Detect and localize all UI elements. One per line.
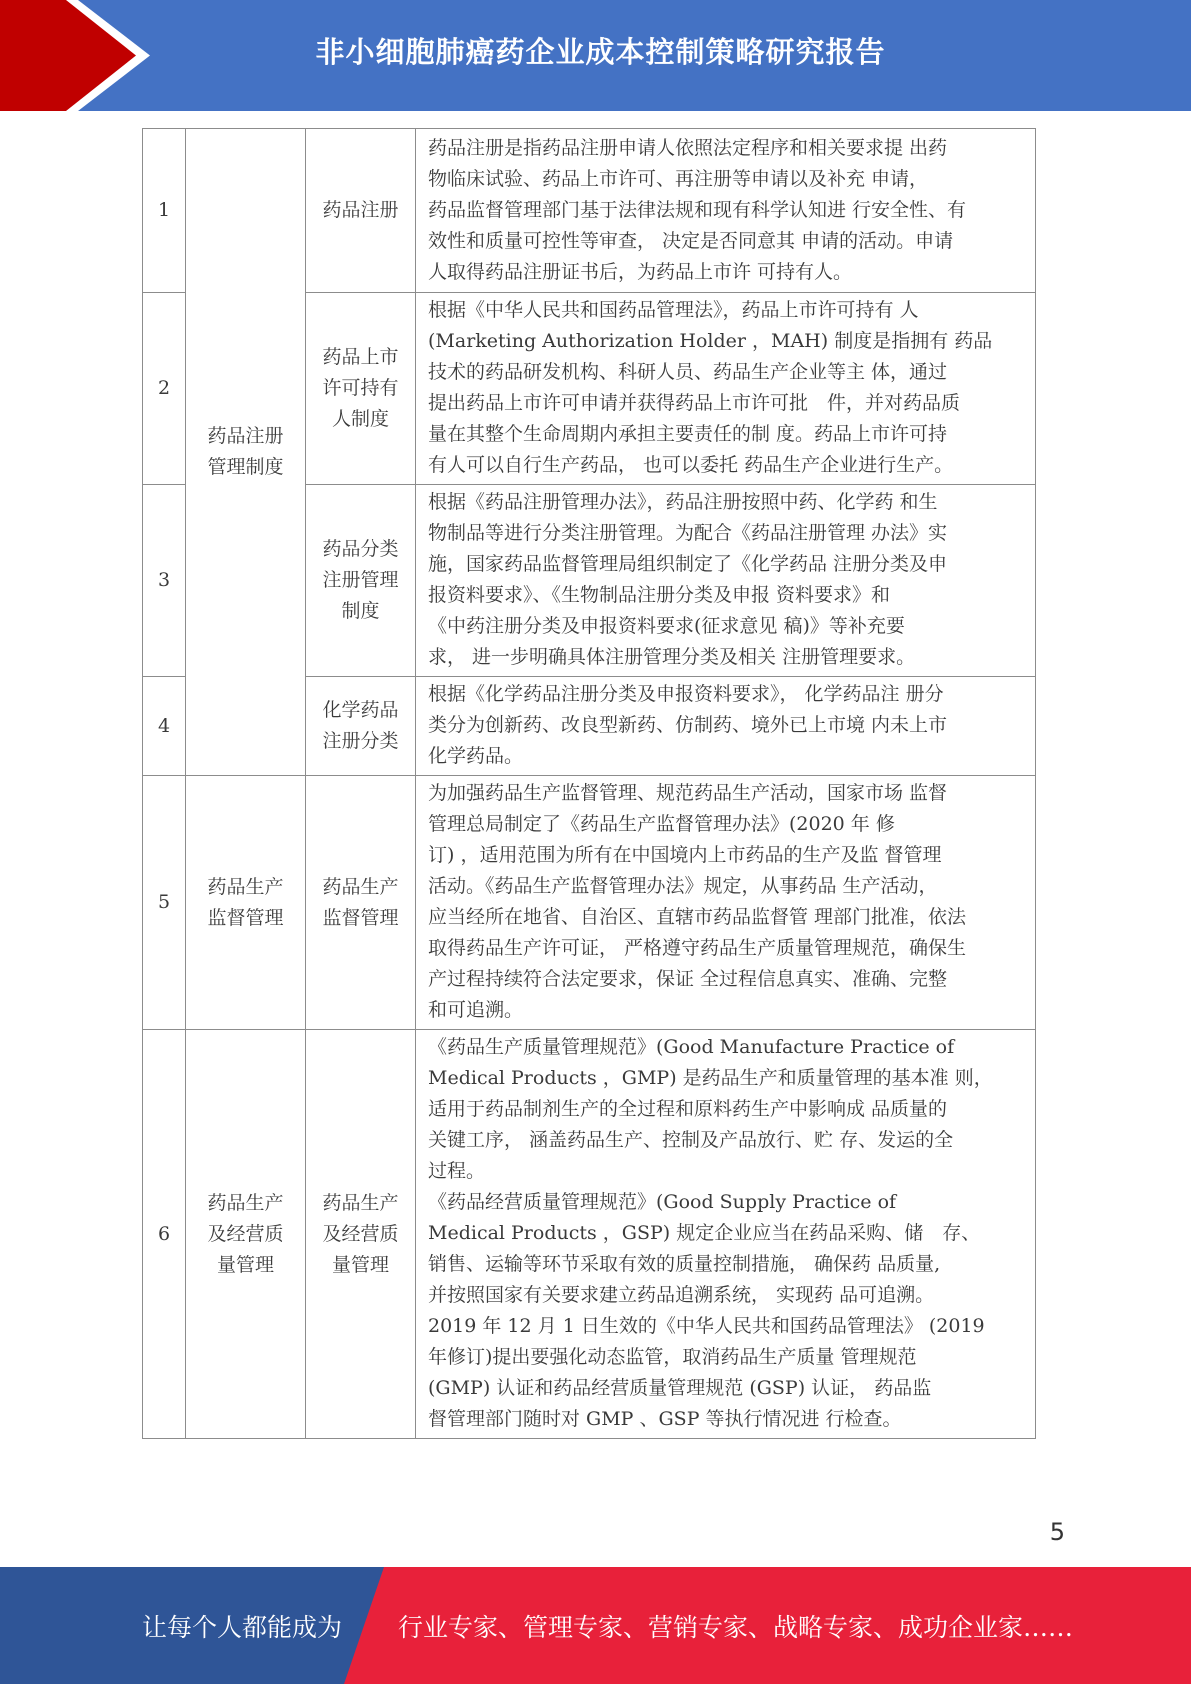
row-index: 4 bbox=[143, 677, 186, 776]
policy-table bbox=[142, 128, 1036, 1439]
page-number: 5 bbox=[1049, 1518, 1065, 1546]
table-row bbox=[143, 1030, 1036, 1439]
description-paragraph: 《药品经营质量管理规范》(Good Supply Practice of Medical Products ，GSP) 规定企业应当在药品采购、储 存、 销售、运输等环节采取有效的质量控制措施， 确保药 品质量, 并按照国家有关要求建立药品追溯系统， 实现药 品可追溯。 bbox=[428, 1191, 981, 1306]
description-paragraph: 根据《化学药品注册分类及申报资料要求》， 化学药品注 册分 类分为创新药、改良型新药、仿制药、境外已上市境 内未上市 化学药品。 bbox=[428, 683, 948, 767]
category-cell: 药品注册 管理制度 bbox=[186, 129, 306, 776]
table-row bbox=[143, 776, 1036, 1030]
description-cell bbox=[416, 1030, 1036, 1439]
row-index: 1 bbox=[143, 129, 186, 293]
subcategory-cell: 化学药品 注册分类 bbox=[306, 677, 416, 776]
description-paragraph: 根据《药品注册管理办法》，药品注册按照中药、化学药 和生 物制品等进行分类注册管理。为配合《药品注册管理 办法》实 施，国家药品监督管理局组织制定了《化学药品 注册分类及申 报资料要求》、《生物制品注册分类及申报 资料要求》和 《中药注册分类及申报资料要求(征求意见 稿)》等补充要 求， 进一步明确具体注册管理分类及相关 注册管理要求。 bbox=[428, 491, 948, 668]
description-cell bbox=[416, 129, 1036, 293]
row-index: 3 bbox=[143, 485, 186, 677]
row-index: 5 bbox=[143, 776, 186, 1030]
subcategory-cell: 药品生产 监督管理 bbox=[306, 776, 416, 1030]
row-index: 6 bbox=[143, 1030, 186, 1439]
table-row bbox=[143, 129, 1036, 293]
description-cell bbox=[416, 776, 1036, 1030]
subcategory-cell: 药品生产 及经营质 量管理 bbox=[306, 1030, 416, 1439]
footer-slogan-right: 行业专家、管理专家、营销专家、战略专家、成功企业家…… bbox=[398, 1612, 1074, 1642]
footer-slogan-left: 让每个人都能成为 bbox=[142, 1612, 343, 1642]
category-cell: 药品生产 监督管理 bbox=[186, 776, 306, 1030]
description-cell bbox=[416, 293, 1036, 485]
description-paragraph: 根据《中华人民共和国药品管理法》，药品上市许可持有 人 (Marketing Authorization Holder ，MAH) 制度是指拥有 药品 技术的药品研发机构、科研人员、药品生产企业等主 体，通过 提出药品上市许可申请并获得药品上市许可批 件，并对药品质 量在其整个生命周期内承担主要责任的制 度。药品上市许可持 有人可以自行生产药品， 也可以委托 药品生产企业进行生产。 bbox=[428, 299, 993, 476]
description-paragraph: 2019 年 12 月 1 日生效的《中华人民共和国药品管理法》 (2019 年修订)提出要强化动态监管，取消药品生产质量 管理规范 (GMP) 认证和药品经营质量管理规范 (GSP) 认证， 药品监 督管理部门随时对 GMP 、GSP 等执行情况进 行检查。 bbox=[428, 1315, 985, 1430]
page-footer bbox=[0, 1567, 1191, 1684]
report-title: 非小细胞肺癌药企业成本控制策略研究报告 bbox=[315, 34, 886, 69]
page-header bbox=[0, 0, 1191, 111]
subcategory-cell: 药品分类 注册管理 制度 bbox=[306, 485, 416, 677]
description-cell bbox=[416, 485, 1036, 677]
subcategory-cell: 药品上市 许可持有 人制度 bbox=[306, 293, 416, 485]
row-index: 2 bbox=[143, 293, 186, 485]
description-paragraph: 药品注册是指药品注册申请人依照法定程序和相关要求提 出药 物临床试验、药品上市许可、再注册等申请以及补充 申请， 药品监督管理部门基于法律法规和现有科学认知进 行安全性、有 效性和质量可控性等审查， 决定是否同意其 申请的活动。申请 人取得药品注册证书后，为药品上市许 可持有人。 bbox=[428, 136, 967, 283]
description-cell bbox=[416, 677, 1036, 776]
description-paragraph: 为加强药品生产监督管理、规范药品生产活动，国家市场 监督 管理总局制定了《药品生产监督管理办法》(2020 年 修 订) ，适用范围为所有在中国境内上市药品的生产及监 督管理 活动。《药品生产监督管理办法》规定，从事药品 生产活动， 应当经所在地省、自治区、直辖市药品监督管 理部门批准，依法 取得药品生产许可证， 严格遵守药品生产质量管理规范，确保生 产过程持续符合法定要求，保证 全过程信息真实、准确、完整 和可追溯。 bbox=[428, 782, 967, 1021]
description-paragraph: 《药品生产质量管理规范》(Good Manufacture Practice of Medical Products ，GMP) 是药品生产和质量管理的基本准 则， 适用于药品制剂生产的全过程和原料药生产中影响成 品质量的 关键工序， 涵盖药品生产、控制及产品放行、贮 存、发运的全 过程。 bbox=[428, 1036, 993, 1182]
header-arrow-icon bbox=[0, 0, 150, 111]
subcategory-cell: 药品注册 bbox=[306, 129, 416, 293]
category-cell: 药品生产 及经营质 量管理 bbox=[186, 1030, 306, 1439]
